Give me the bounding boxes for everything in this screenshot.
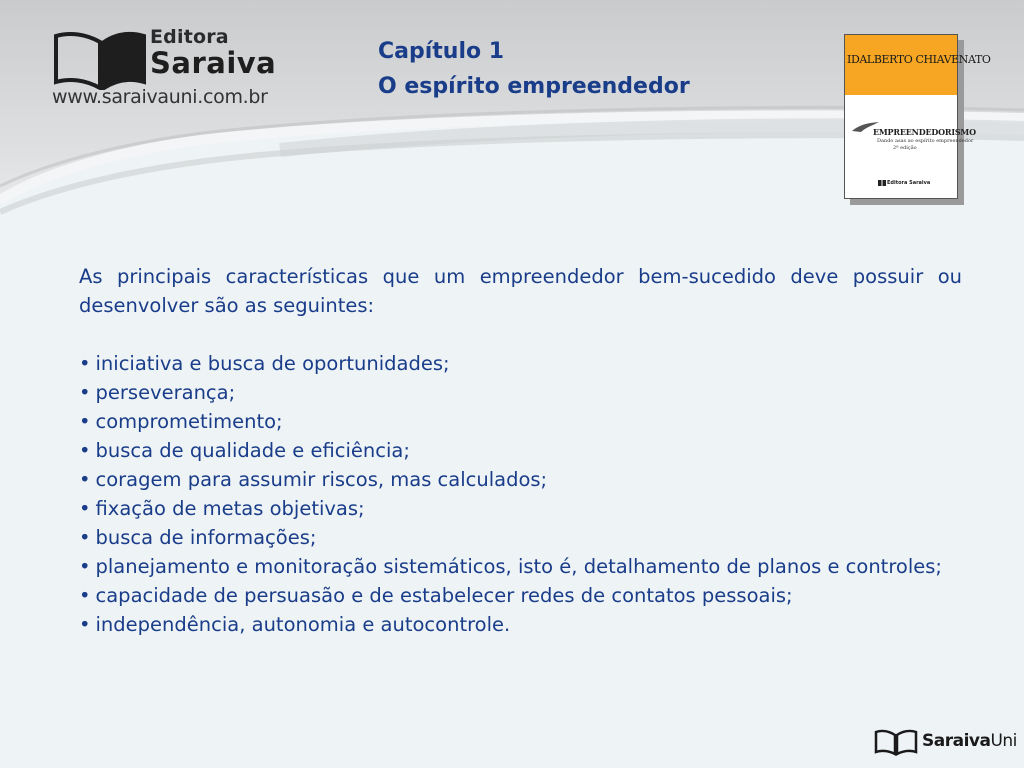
book-subtitle: Dando asas ao espírito empreendedor — [877, 138, 974, 144]
list-item — [79, 349, 962, 378]
list-item — [79, 465, 962, 494]
book-edition: 2ª edição — [893, 145, 917, 151]
book-cover-image — [844, 34, 991, 199]
list-item-text: iniciativa e busca de oportunidades; — [95, 352, 450, 375]
bullet-icon: • — [79, 613, 91, 636]
list-item-text: busca de qualidade e eficiência; — [95, 439, 410, 462]
list-item-text: perseverança; — [95, 381, 236, 404]
list-item — [79, 581, 962, 610]
list-item — [79, 494, 962, 523]
book-title: EMPREENDEDORISMO — [873, 127, 976, 137]
list-item-text: capacidade de persuasão e de estabelecer redes de contatos pessoais; — [95, 584, 793, 607]
bullet-icon: • — [79, 526, 91, 549]
saraivauni-logo[interactable] — [874, 726, 1020, 758]
book-logo-icon — [874, 728, 918, 756]
list-item — [79, 436, 962, 465]
publisher-logo[interactable] — [50, 20, 290, 115]
list-item-text: fixação de metas objetivas; — [95, 497, 365, 520]
footer-brand-light: Uni — [990, 731, 1017, 751]
chapter-title: O espírito empreendedor — [378, 74, 690, 99]
characteristics-list — [79, 349, 962, 639]
bullet-icon: • — [79, 584, 91, 607]
list-item — [79, 610, 962, 639]
logo-editora-text: Editora — [150, 26, 229, 48]
book-publisher: Editora Saraiva — [887, 180, 931, 186]
bullet-icon: • — [79, 410, 91, 433]
list-item — [79, 378, 962, 407]
list-item — [79, 523, 962, 552]
publisher-book-icon — [878, 180, 886, 186]
list-item-text: busca de informações; — [95, 526, 317, 549]
footer-brand-bold: Saraiva — [922, 731, 991, 751]
list-item — [79, 552, 962, 581]
chapter-number: Capítulo 1 — [378, 39, 505, 64]
bullet-icon: • — [79, 439, 91, 462]
list-item-text: coragem para assumir riscos, mas calculados; — [95, 468, 548, 491]
bullet-icon: • — [79, 381, 91, 404]
bullet-icon: • — [79, 352, 91, 375]
list-item-text: planejamento e monitoração sistemáticos, isto é, detalhamento de planos e controles; — [95, 555, 942, 578]
footer-brand — [922, 731, 1017, 751]
logo-saraiva-text: Saraiva — [150, 46, 277, 80]
intro-paragraph: As principais características que um empreendedor bem-sucedido deve possuir ou desenvolver são as seguintes: — [79, 265, 962, 317]
book-logo-icon — [52, 28, 152, 90]
bullet-icon: • — [79, 555, 91, 578]
book-author: IDALBERTO CHIAVENATO — [847, 53, 991, 66]
bullet-icon: • — [79, 497, 91, 520]
list-item — [79, 407, 962, 436]
list-item-text: independência, autonomia e autocontrole. — [95, 613, 511, 636]
main-content — [79, 262, 962, 639]
bullet-icon: • — [79, 468, 91, 491]
logo-url-text: www.saraivauni.com.br — [52, 86, 268, 108]
list-item-text: comprometimento; — [95, 410, 283, 433]
chapter-heading — [378, 34, 690, 104]
